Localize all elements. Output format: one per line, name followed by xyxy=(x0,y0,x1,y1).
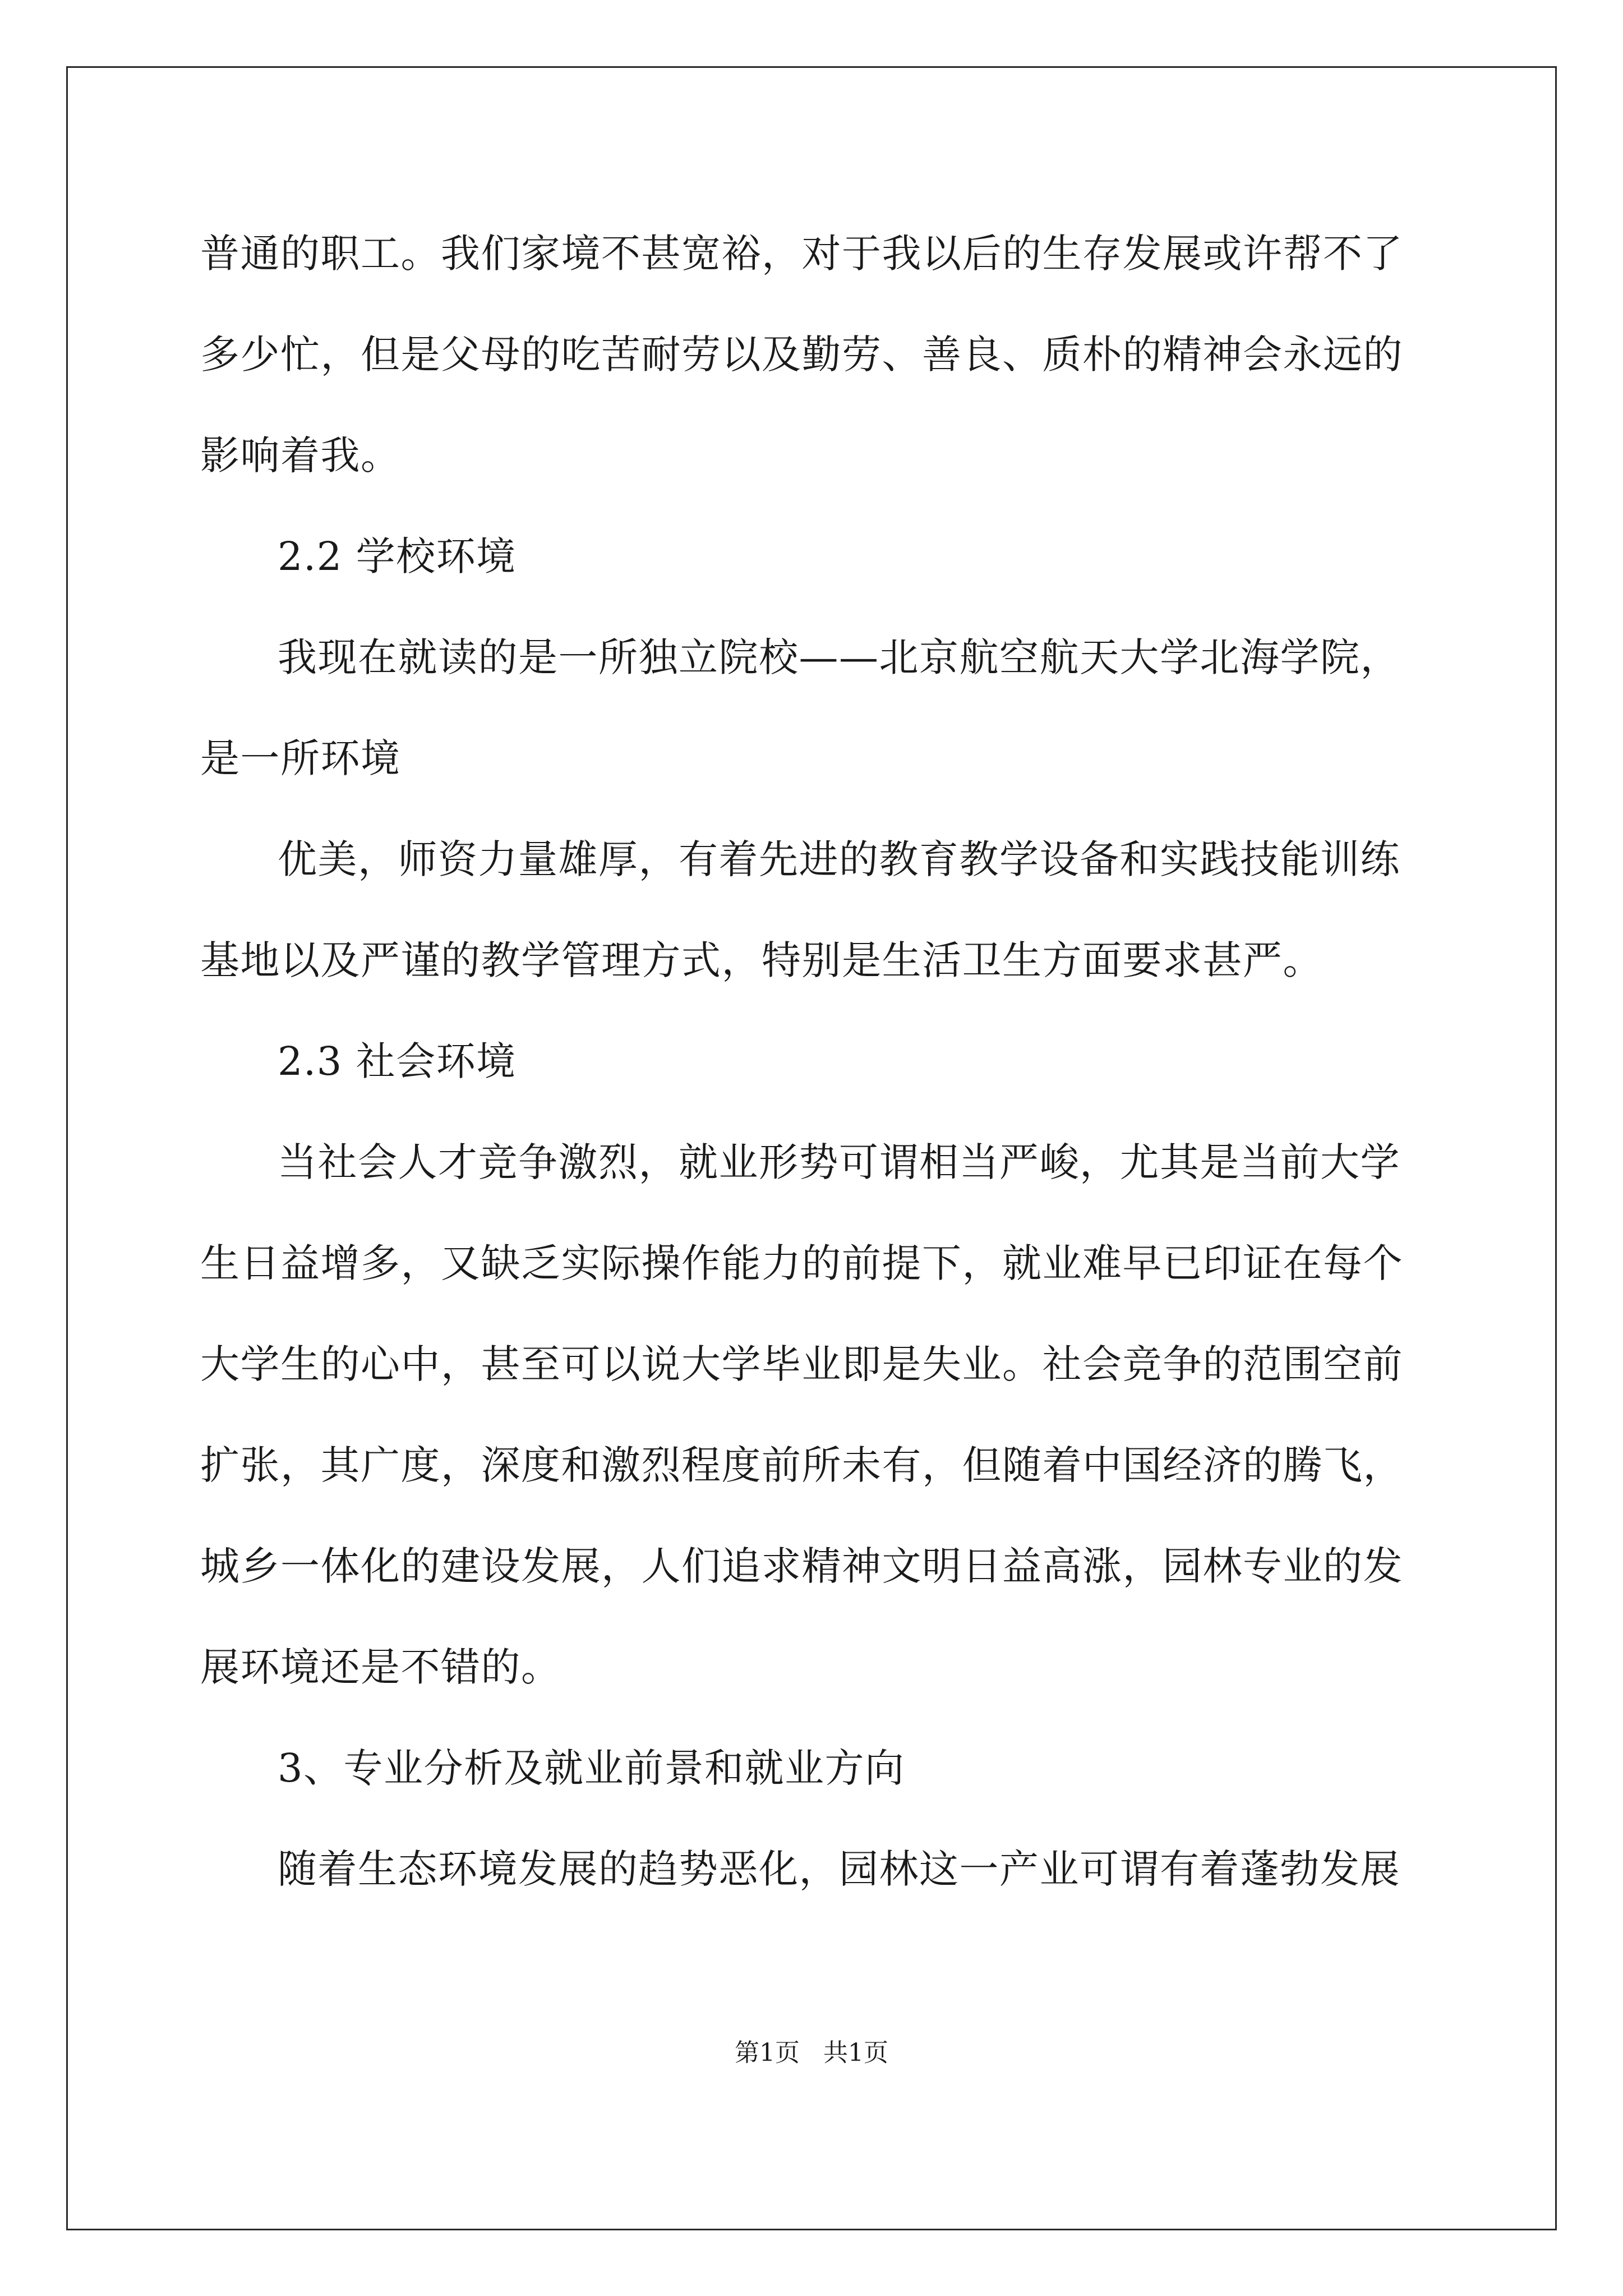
section-heading: 2.3 社会环境 xyxy=(278,1038,517,1084)
text-line: 影响着我。 xyxy=(200,432,401,478)
text-line: 随着生态环境发展的趋势恶化，园林这一产业可谓有着蓬勃发展 xyxy=(278,1846,1400,1892)
text-line: 大学生的心中，甚至可以说大学毕业即是失业。社会竞争的范围空前 xyxy=(200,1341,1403,1387)
text-line: 展环境还是不错的。 xyxy=(200,1644,561,1690)
page-footer: 第1页 共1页 xyxy=(735,2039,888,2067)
text-line: 我现在就读的是一所独立院校——北京航空航天大学北海学院， xyxy=(278,634,1400,680)
text-line: 扩张，其广度，深度和激烈程度前所未有，但随着中国经济的腾飞， xyxy=(200,1442,1403,1488)
text-line: 当社会人才竞争激烈，就业形势可谓相当严峻，尤其是当前大学 xyxy=(278,1139,1400,1185)
text-line: 多少忙，但是父母的吃苦耐劳以及勤劳、善良、质朴的精神会永远的 xyxy=(200,332,1403,378)
text-line: 生日益增多，又缺乏实际操作能力的前提下，就业难早已印证在每个 xyxy=(200,1240,1403,1286)
text-line: 普通的职工。我们家境不甚宽裕，对于我以后的生存发展或许帮不了 xyxy=(200,231,1403,277)
section-heading: 3、专业分析及就业前景和就业方向 xyxy=(278,1745,905,1791)
document-body xyxy=(200,203,1428,1920)
section-heading: 2.2 学校环境 xyxy=(278,533,517,579)
text-line: 是一所环境 xyxy=(200,735,401,781)
text-line: 优美，师资力量雄厚，有着先进的教育教学设备和实践技能训练 xyxy=(278,836,1400,882)
text-line: 城乡一体化的建设发展，人们追求精神文明日益高涨，园林专业的发 xyxy=(200,1543,1403,1589)
text-line: 基地以及严谨的教学管理方式，特别是生活卫生方面要求甚严。 xyxy=(200,937,1323,983)
